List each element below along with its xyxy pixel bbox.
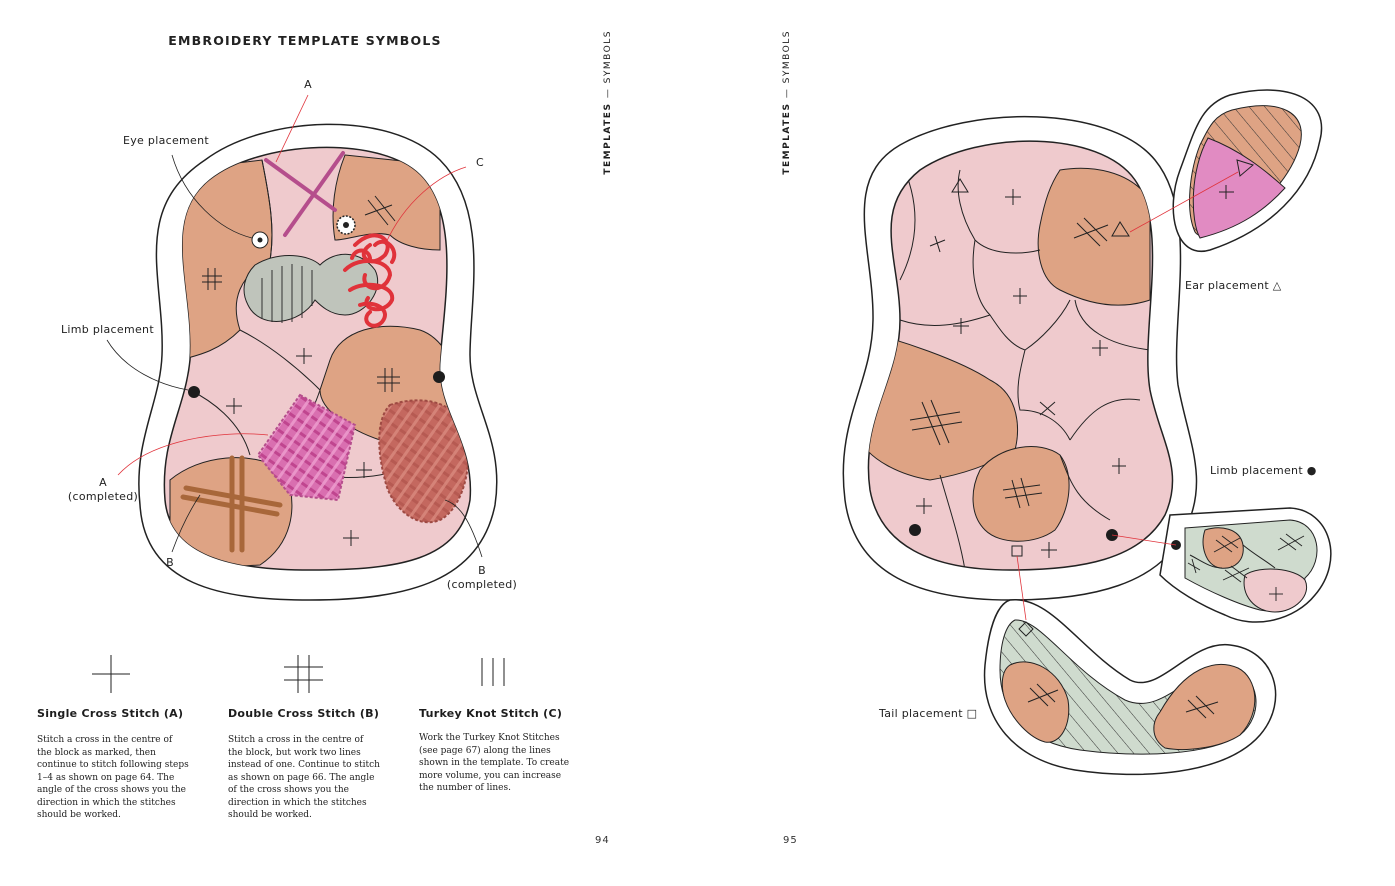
stitch-name-single-cross: Single Cross Stitch (A) [37, 707, 184, 720]
right-body-template [843, 117, 1196, 600]
running-head-sub-right: SYMBOLS [782, 30, 792, 84]
stitch-desc-turkey-knot: Work the Turkey Knot Stitches (see page 67) along the lines shown in the template. To create more volume, you can increase the number of lines. [419, 733, 570, 793]
running-head-sub: SYMBOLS [603, 30, 613, 84]
running-head-left [603, 30, 613, 175]
stitch-desc-single-cross: Stitch a cross in the centre of the block as marked, then continue to stitch following steps 1–4 as shown on page 64. The angle of the cross shows you the direction in which the stitches should be worked. [37, 735, 189, 820]
tail-template [985, 600, 1276, 775]
callout-limb-placement-right [1210, 464, 1317, 478]
callout-a-completed-letter: A [99, 476, 107, 489]
ear-template [1173, 90, 1321, 251]
running-head-section: TEMPLATES [603, 102, 613, 175]
limb-template [1160, 508, 1331, 622]
left-body-template [107, 95, 497, 600]
callout-a-completed [58, 476, 148, 504]
callout-a-completed-text: (completed) [67, 490, 139, 503]
tail-placement-label: Tail placement [879, 707, 963, 720]
triangle-icon: △ [1272, 279, 1282, 292]
page-number-left: 94 [595, 835, 610, 846]
ear-placement-label: Ear placement [1185, 279, 1269, 292]
callout-ear-placement [1185, 279, 1282, 293]
callout-tail-placement [879, 707, 977, 721]
running-head-separator-right: — [782, 83, 792, 103]
limb-placement-label: Limb placement [1210, 464, 1303, 477]
callout-eye-placement: Eye placement [123, 134, 209, 147]
callout-c: C [476, 156, 484, 169]
callout-b-completed-letter: B [478, 564, 486, 577]
callout-b: B [166, 556, 174, 569]
callout-b-completed-text: (completed) [446, 578, 518, 591]
page-title: EMBROIDERY TEMPLATE SYMBOLS [168, 33, 442, 48]
square-icon: □ [966, 707, 978, 720]
stitch-name-double-cross: Double Cross Stitch (B) [228, 707, 380, 720]
stitch-symbols [92, 655, 504, 693]
running-head-separator: — [603, 83, 613, 103]
dot-icon: ● [1306, 464, 1317, 477]
stitch-name-turkey-knot: Turkey Knot Stitch (C) [419, 707, 563, 720]
page-number-right: 95 [783, 835, 798, 846]
running-head-section-right: TEMPLATES [782, 102, 792, 175]
stitch-desc-double-cross: Stitch a cross in the centre of the block, but work two lines instead of one. Continue to stitch as shown on page 66. The angle of the cross shows you the direction in which the stitches should be worked. [228, 735, 380, 820]
callout-a: A [304, 78, 312, 91]
callout-limb-placement-left: Limb placement [61, 323, 154, 336]
callout-b-completed [437, 564, 527, 592]
running-head-right [782, 30, 792, 175]
